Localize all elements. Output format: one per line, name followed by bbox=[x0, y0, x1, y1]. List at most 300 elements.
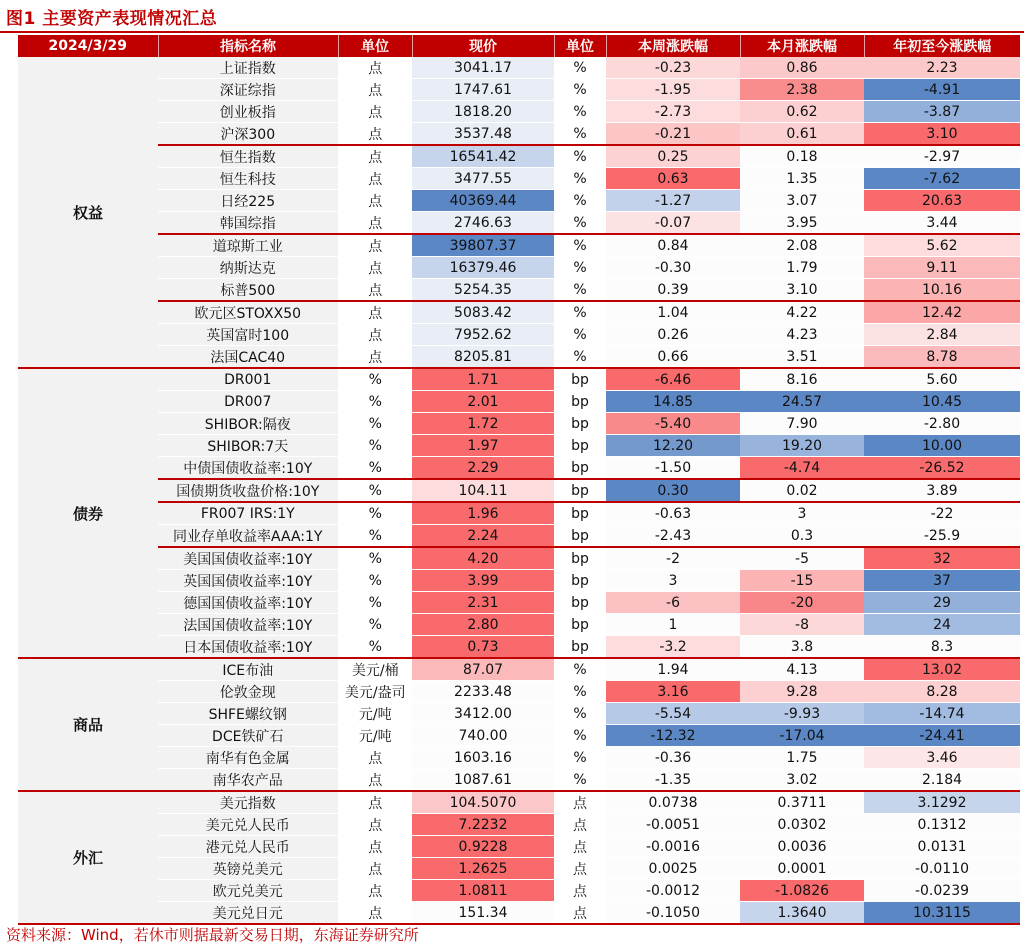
price-cell: 7952.62 bbox=[412, 324, 554, 346]
unit-cell: % bbox=[338, 391, 412, 413]
week-change-cell: -5.40 bbox=[606, 413, 740, 435]
table-row bbox=[18, 457, 1020, 480]
indicator-name: 恒生科技 bbox=[158, 168, 338, 190]
unit-cell: 点 bbox=[338, 234, 412, 257]
unit-cell: 点 bbox=[338, 769, 412, 792]
week-change-cell: -5.54 bbox=[606, 703, 740, 725]
price-cell: 5083.42 bbox=[412, 301, 554, 324]
header-date: 2024/3/29 bbox=[18, 35, 158, 57]
table-row bbox=[18, 614, 1020, 636]
price-cell: 39807.37 bbox=[412, 234, 554, 257]
month-change-cell: -8 bbox=[740, 614, 864, 636]
week-change-cell: -0.07 bbox=[606, 212, 740, 235]
table-row bbox=[18, 234, 1020, 257]
unit-2-cell: bp bbox=[554, 636, 606, 659]
price-cell: 1818.20 bbox=[412, 101, 554, 123]
ytd-change-cell: -0.0239 bbox=[864, 880, 1020, 902]
week-change-cell: 14.85 bbox=[606, 391, 740, 413]
table-row bbox=[18, 636, 1020, 659]
indicator-name: 中债国债收益率:10Y bbox=[158, 457, 338, 480]
price-cell: 3041.17 bbox=[412, 57, 554, 79]
ytd-change-cell: 3.46 bbox=[864, 747, 1020, 769]
ytd-change-cell: 8.28 bbox=[864, 681, 1020, 703]
unit-2-cell: % bbox=[554, 324, 606, 346]
week-change-cell: -3.2 bbox=[606, 636, 740, 659]
price-cell: 151.34 bbox=[412, 902, 554, 925]
unit-2-cell: 点 bbox=[554, 814, 606, 836]
unit-cell: % bbox=[338, 502, 412, 525]
price-cell: 16541.42 bbox=[412, 145, 554, 168]
indicator-name: SHFE螺纹钢 bbox=[158, 703, 338, 725]
table-row bbox=[18, 525, 1020, 548]
unit-cell: 点 bbox=[338, 101, 412, 123]
week-change-cell: -0.1050 bbox=[606, 902, 740, 925]
table-row bbox=[18, 391, 1020, 413]
indicator-name: 英镑兑美元 bbox=[158, 858, 338, 880]
month-change-cell: 3.10 bbox=[740, 279, 864, 302]
week-change-cell: 0.0025 bbox=[606, 858, 740, 880]
ytd-change-cell: 10.3115 bbox=[864, 902, 1020, 925]
month-change-cell: 4.13 bbox=[740, 658, 864, 681]
month-change-cell: -5 bbox=[740, 547, 864, 570]
unit-2-cell: % bbox=[554, 301, 606, 324]
ytd-change-cell: 20.63 bbox=[864, 190, 1020, 212]
month-change-cell: 0.62 bbox=[740, 101, 864, 123]
ytd-change-cell: 2.84 bbox=[864, 324, 1020, 346]
table-row bbox=[18, 324, 1020, 346]
month-change-cell: 0.0302 bbox=[740, 814, 864, 836]
unit-cell: 元/吨 bbox=[338, 725, 412, 747]
week-change-cell: 0.39 bbox=[606, 279, 740, 302]
table-row bbox=[18, 502, 1020, 525]
week-change-cell: -12.32 bbox=[606, 725, 740, 747]
unit-2-cell: % bbox=[554, 234, 606, 257]
unit-cell: 点 bbox=[338, 168, 412, 190]
unit-cell: 点 bbox=[338, 190, 412, 212]
indicator-name: SHIBOR:隔夜 bbox=[158, 413, 338, 435]
week-change-cell: 1 bbox=[606, 614, 740, 636]
table-row bbox=[18, 479, 1020, 502]
week-change-cell: 0.25 bbox=[606, 145, 740, 168]
month-change-cell: 1.79 bbox=[740, 257, 864, 279]
price-cell: 40369.44 bbox=[412, 190, 554, 212]
price-cell: 3537.48 bbox=[412, 123, 554, 146]
price-cell: 1.97 bbox=[412, 435, 554, 457]
month-change-cell: -4.74 bbox=[740, 457, 864, 480]
ytd-change-cell: 10.16 bbox=[864, 279, 1020, 302]
unit-cell: 点 bbox=[338, 902, 412, 925]
indicator-name: 德国国债收益率:10Y bbox=[158, 592, 338, 614]
price-cell: 2.01 bbox=[412, 391, 554, 413]
price-cell: 2746.63 bbox=[412, 212, 554, 235]
table-row bbox=[18, 168, 1020, 190]
header-indicator-name: 指标名称 bbox=[158, 35, 338, 57]
indicator-name: ICE布油 bbox=[158, 658, 338, 681]
table-row bbox=[18, 858, 1020, 880]
table-row bbox=[18, 346, 1020, 369]
table-row bbox=[18, 880, 1020, 902]
unit-cell: 点 bbox=[338, 346, 412, 369]
month-change-cell: 3.51 bbox=[740, 346, 864, 369]
unit-cell: 点 bbox=[338, 791, 412, 814]
price-cell: 1087.61 bbox=[412, 769, 554, 792]
week-change-cell: 3 bbox=[606, 570, 740, 592]
ytd-change-cell: 29 bbox=[864, 592, 1020, 614]
month-change-cell: 2.08 bbox=[740, 234, 864, 257]
ytd-change-cell: 8.3 bbox=[864, 636, 1020, 659]
ytd-change-cell: -25.9 bbox=[864, 525, 1020, 548]
unit-2-cell: bp bbox=[554, 368, 606, 391]
unit-2-cell: bp bbox=[554, 457, 606, 480]
unit-2-cell: 点 bbox=[554, 880, 606, 902]
asset-performance-table bbox=[18, 35, 1020, 925]
unit-cell: 点 bbox=[338, 79, 412, 101]
ytd-change-cell: -22 bbox=[864, 502, 1020, 525]
price-cell: 16379.46 bbox=[412, 257, 554, 279]
price-cell: 1.0811 bbox=[412, 880, 554, 902]
indicator-name: 上证指数 bbox=[158, 57, 338, 79]
unit-cell: 点 bbox=[338, 57, 412, 79]
ytd-change-cell: -2.80 bbox=[864, 413, 1020, 435]
unit-cell: 点 bbox=[338, 880, 412, 902]
unit-cell: % bbox=[338, 614, 412, 636]
table-row bbox=[18, 769, 1020, 792]
unit-cell: % bbox=[338, 479, 412, 502]
indicator-name: 日经225 bbox=[158, 190, 338, 212]
indicator-name: 英国国债收益率:10Y bbox=[158, 570, 338, 592]
indicator-name: 国债期货收盘价格:10Y bbox=[158, 479, 338, 502]
month-change-cell: 0.02 bbox=[740, 479, 864, 502]
unit-2-cell: % bbox=[554, 145, 606, 168]
category-label: 债券 bbox=[18, 368, 158, 658]
month-change-cell: -9.93 bbox=[740, 703, 864, 725]
price-cell: 2.31 bbox=[412, 592, 554, 614]
ytd-change-cell: 0.0131 bbox=[864, 836, 1020, 858]
price-cell: 2.29 bbox=[412, 457, 554, 480]
header-unit: 单位 bbox=[338, 35, 412, 57]
price-cell: 87.07 bbox=[412, 658, 554, 681]
unit-cell: % bbox=[338, 457, 412, 480]
ytd-change-cell: -14.74 bbox=[864, 703, 1020, 725]
ytd-change-cell: 9.11 bbox=[864, 257, 1020, 279]
price-cell: 7.2232 bbox=[412, 814, 554, 836]
price-cell: 5254.35 bbox=[412, 279, 554, 302]
header-month-change: 本月涨跌幅 bbox=[740, 35, 864, 57]
unit-2-cell: % bbox=[554, 658, 606, 681]
ytd-change-cell: 5.62 bbox=[864, 234, 1020, 257]
indicator-name: 日本国债收益率:10Y bbox=[158, 636, 338, 659]
table-body bbox=[18, 57, 1020, 924]
month-change-cell: 7.90 bbox=[740, 413, 864, 435]
indicator-name: DCE铁矿石 bbox=[158, 725, 338, 747]
price-cell: 0.9228 bbox=[412, 836, 554, 858]
table-row bbox=[18, 703, 1020, 725]
indicator-name: 南华有色金属 bbox=[158, 747, 338, 769]
unit-cell: % bbox=[338, 368, 412, 391]
unit-cell: % bbox=[338, 570, 412, 592]
unit-cell: 元/吨 bbox=[338, 703, 412, 725]
week-change-cell: -1.95 bbox=[606, 79, 740, 101]
unit-cell: % bbox=[338, 636, 412, 659]
unit-cell: 点 bbox=[338, 301, 412, 324]
price-cell: 3412.00 bbox=[412, 703, 554, 725]
table-row bbox=[18, 902, 1020, 925]
indicator-name: 港元兑人民币 bbox=[158, 836, 338, 858]
unit-cell: 点 bbox=[338, 279, 412, 302]
unit-2-cell: % bbox=[554, 769, 606, 792]
ytd-change-cell: -3.87 bbox=[864, 101, 1020, 123]
month-change-cell: 0.61 bbox=[740, 123, 864, 146]
header-price: 现价 bbox=[412, 35, 554, 57]
indicator-name: 沪深300 bbox=[158, 123, 338, 146]
table-row bbox=[18, 101, 1020, 123]
unit-2-cell: % bbox=[554, 257, 606, 279]
ytd-change-cell: 32 bbox=[864, 547, 1020, 570]
indicator-name: 伦敦金现 bbox=[158, 681, 338, 703]
week-change-cell: -0.0016 bbox=[606, 836, 740, 858]
unit-2-cell: % bbox=[554, 212, 606, 235]
month-change-cell: 1.75 bbox=[740, 747, 864, 769]
indicator-name: 英国富时100 bbox=[158, 324, 338, 346]
table-row bbox=[18, 123, 1020, 146]
ytd-change-cell: 0.1312 bbox=[864, 814, 1020, 836]
unit-cell: % bbox=[338, 435, 412, 457]
month-change-cell: 4.23 bbox=[740, 324, 864, 346]
month-change-cell: 0.3 bbox=[740, 525, 864, 548]
week-change-cell: -0.0012 bbox=[606, 880, 740, 902]
week-change-cell: -6 bbox=[606, 592, 740, 614]
unit-cell: 美元/盎司 bbox=[338, 681, 412, 703]
ytd-change-cell: 24 bbox=[864, 614, 1020, 636]
unit-2-cell: bp bbox=[554, 614, 606, 636]
price-cell: 3477.55 bbox=[412, 168, 554, 190]
table-row bbox=[18, 257, 1020, 279]
indicator-name: SHIBOR:7天 bbox=[158, 435, 338, 457]
unit-cell: 点 bbox=[338, 814, 412, 836]
price-cell: 2233.48 bbox=[412, 681, 554, 703]
month-change-cell: 3 bbox=[740, 502, 864, 525]
ytd-change-cell: 2.184 bbox=[864, 769, 1020, 792]
month-change-cell: -1.0826 bbox=[740, 880, 864, 902]
unit-2-cell: bp bbox=[554, 391, 606, 413]
price-cell: 4.20 bbox=[412, 547, 554, 570]
unit-2-cell: % bbox=[554, 703, 606, 725]
week-change-cell: 0.0738 bbox=[606, 791, 740, 814]
price-cell: 3.99 bbox=[412, 570, 554, 592]
table-row bbox=[18, 79, 1020, 101]
ytd-change-cell: 10.00 bbox=[864, 435, 1020, 457]
table-row bbox=[18, 279, 1020, 302]
header-row bbox=[18, 35, 1020, 57]
header-ytd-change: 年初至今涨跌幅 bbox=[864, 35, 1020, 57]
week-change-cell: -0.36 bbox=[606, 747, 740, 769]
week-change-cell: -1.35 bbox=[606, 769, 740, 792]
month-change-cell: 19.20 bbox=[740, 435, 864, 457]
price-cell: 104.5070 bbox=[412, 791, 554, 814]
month-change-cell: 0.0001 bbox=[740, 858, 864, 880]
indicator-name: 法国CAC40 bbox=[158, 346, 338, 369]
price-cell: 1.71 bbox=[412, 368, 554, 391]
unit-2-cell: bp bbox=[554, 570, 606, 592]
week-change-cell: -1.50 bbox=[606, 457, 740, 480]
price-cell: 2.24 bbox=[412, 525, 554, 548]
month-change-cell: 2.38 bbox=[740, 79, 864, 101]
price-cell: 1747.61 bbox=[412, 79, 554, 101]
indicator-name: 美国国债收益率:10Y bbox=[158, 547, 338, 570]
table-row bbox=[18, 747, 1020, 769]
indicator-name: DR007 bbox=[158, 391, 338, 413]
unit-2-cell: % bbox=[554, 190, 606, 212]
month-change-cell: -15 bbox=[740, 570, 864, 592]
month-change-cell: 3.02 bbox=[740, 769, 864, 792]
unit-2-cell: % bbox=[554, 123, 606, 146]
indicator-name: 美元兑日元 bbox=[158, 902, 338, 925]
indicator-name: 韩国综指 bbox=[158, 212, 338, 235]
ytd-change-cell: -2.97 bbox=[864, 145, 1020, 168]
indicator-name: DR001 bbox=[158, 368, 338, 391]
unit-2-cell: bp bbox=[554, 525, 606, 548]
price-cell: 1.72 bbox=[412, 413, 554, 435]
indicator-name: 欧元兑美元 bbox=[158, 880, 338, 902]
unit-cell: % bbox=[338, 547, 412, 570]
price-cell: 1.2625 bbox=[412, 858, 554, 880]
unit-cell: 点 bbox=[338, 324, 412, 346]
indicator-name: 纳斯达克 bbox=[158, 257, 338, 279]
unit-2-cell: % bbox=[554, 168, 606, 190]
page-title: 图1 主要资产表现情况汇总 bbox=[6, 9, 218, 29]
price-cell: 104.11 bbox=[412, 479, 554, 502]
table-row bbox=[18, 836, 1020, 858]
unit-cell: 点 bbox=[338, 257, 412, 279]
price-cell: 1.96 bbox=[412, 502, 554, 525]
table-row bbox=[18, 301, 1020, 324]
month-change-cell: 3.07 bbox=[740, 190, 864, 212]
unit-cell: 点 bbox=[338, 212, 412, 235]
ytd-change-cell: 3.89 bbox=[864, 479, 1020, 502]
indicator-name: 道琼斯工业 bbox=[158, 234, 338, 257]
week-change-cell: -1.27 bbox=[606, 190, 740, 212]
table-row bbox=[18, 592, 1020, 614]
indicator-name: 标普500 bbox=[158, 279, 338, 302]
table-row bbox=[18, 190, 1020, 212]
indicator-name: 欧元区STOXX50 bbox=[158, 301, 338, 324]
table-row bbox=[18, 547, 1020, 570]
ytd-change-cell: -0.0110 bbox=[864, 858, 1020, 880]
unit-2-cell: bp bbox=[554, 479, 606, 502]
indicator-name: 深证综指 bbox=[158, 79, 338, 101]
price-cell: 2.80 bbox=[412, 614, 554, 636]
unit-2-cell: % bbox=[554, 279, 606, 302]
indicator-name: 美元指数 bbox=[158, 791, 338, 814]
ytd-change-cell: 37 bbox=[864, 570, 1020, 592]
indicator-name: FR007 IRS:1Y bbox=[158, 502, 338, 525]
unit-cell: 点 bbox=[338, 145, 412, 168]
month-change-cell: 0.86 bbox=[740, 57, 864, 79]
table-row bbox=[18, 658, 1020, 681]
week-change-cell: 1.04 bbox=[606, 301, 740, 324]
month-change-cell: 0.18 bbox=[740, 145, 864, 168]
month-change-cell: 3.95 bbox=[740, 212, 864, 235]
ytd-change-cell: -4.91 bbox=[864, 79, 1020, 101]
unit-cell: % bbox=[338, 592, 412, 614]
week-change-cell: 1.94 bbox=[606, 658, 740, 681]
unit-2-cell: bp bbox=[554, 547, 606, 570]
unit-2-cell: 点 bbox=[554, 791, 606, 814]
price-cell: 740.00 bbox=[412, 725, 554, 747]
week-change-cell: -0.21 bbox=[606, 123, 740, 146]
week-change-cell: -6.46 bbox=[606, 368, 740, 391]
month-change-cell: 9.28 bbox=[740, 681, 864, 703]
month-change-cell: 1.3640 bbox=[740, 902, 864, 925]
week-change-cell: 0.66 bbox=[606, 346, 740, 369]
indicator-name: 恒生指数 bbox=[158, 145, 338, 168]
week-change-cell: -2.73 bbox=[606, 101, 740, 123]
table-row bbox=[18, 435, 1020, 457]
source-note: 资料来源：Wind，若休市则据最新交易日期，东海证券研究所 bbox=[6, 926, 419, 944]
month-change-cell: 1.35 bbox=[740, 168, 864, 190]
unit-2-cell: % bbox=[554, 79, 606, 101]
unit-cell: % bbox=[338, 413, 412, 435]
table-row bbox=[18, 725, 1020, 747]
indicator-name: 同业存单收益率AAA:1Y bbox=[158, 525, 338, 548]
header-week-change: 本周涨跌幅 bbox=[606, 35, 740, 57]
week-change-cell: 0.30 bbox=[606, 479, 740, 502]
category-label: 外汇 bbox=[18, 791, 158, 924]
ytd-change-cell: 10.45 bbox=[864, 391, 1020, 413]
ytd-change-cell: 5.60 bbox=[864, 368, 1020, 391]
table-row bbox=[18, 57, 1020, 79]
unit-cell: 点 bbox=[338, 858, 412, 880]
table-row bbox=[18, 791, 1020, 814]
table-row bbox=[18, 413, 1020, 435]
indicator-name: 南华农产品 bbox=[158, 769, 338, 792]
ytd-change-cell: 2.23 bbox=[864, 57, 1020, 79]
table-row bbox=[18, 145, 1020, 168]
table-row bbox=[18, 212, 1020, 235]
indicator-name: 美元兑人民币 bbox=[158, 814, 338, 836]
unit-2-cell: bp bbox=[554, 502, 606, 525]
ytd-change-cell: 3.1292 bbox=[864, 791, 1020, 814]
table-row bbox=[18, 368, 1020, 391]
week-change-cell: 0.63 bbox=[606, 168, 740, 190]
ytd-change-cell: -7.62 bbox=[864, 168, 1020, 190]
month-change-cell: 0.0036 bbox=[740, 836, 864, 858]
unit-2-cell: % bbox=[554, 681, 606, 703]
header-unit-2: 单位 bbox=[554, 35, 606, 57]
month-change-cell: 3.8 bbox=[740, 636, 864, 659]
category-label: 商品 bbox=[18, 658, 158, 791]
unit-cell: % bbox=[338, 525, 412, 548]
ytd-change-cell: -24.41 bbox=[864, 725, 1020, 747]
table-row bbox=[18, 570, 1020, 592]
week-change-cell: -0.30 bbox=[606, 257, 740, 279]
unit-cell: 点 bbox=[338, 123, 412, 146]
month-change-cell: -20 bbox=[740, 592, 864, 614]
unit-2-cell: % bbox=[554, 747, 606, 769]
week-change-cell: -0.23 bbox=[606, 57, 740, 79]
price-cell: 1603.16 bbox=[412, 747, 554, 769]
ytd-change-cell: 8.78 bbox=[864, 346, 1020, 369]
unit-2-cell: 点 bbox=[554, 902, 606, 925]
ytd-change-cell: 3.10 bbox=[864, 123, 1020, 146]
ytd-change-cell: -26.52 bbox=[864, 457, 1020, 480]
unit-2-cell: % bbox=[554, 57, 606, 79]
ytd-change-cell: 12.42 bbox=[864, 301, 1020, 324]
unit-cell: 点 bbox=[338, 836, 412, 858]
week-change-cell: 0.84 bbox=[606, 234, 740, 257]
week-change-cell: 3.16 bbox=[606, 681, 740, 703]
indicator-name: 法国国债收益率:10Y bbox=[158, 614, 338, 636]
